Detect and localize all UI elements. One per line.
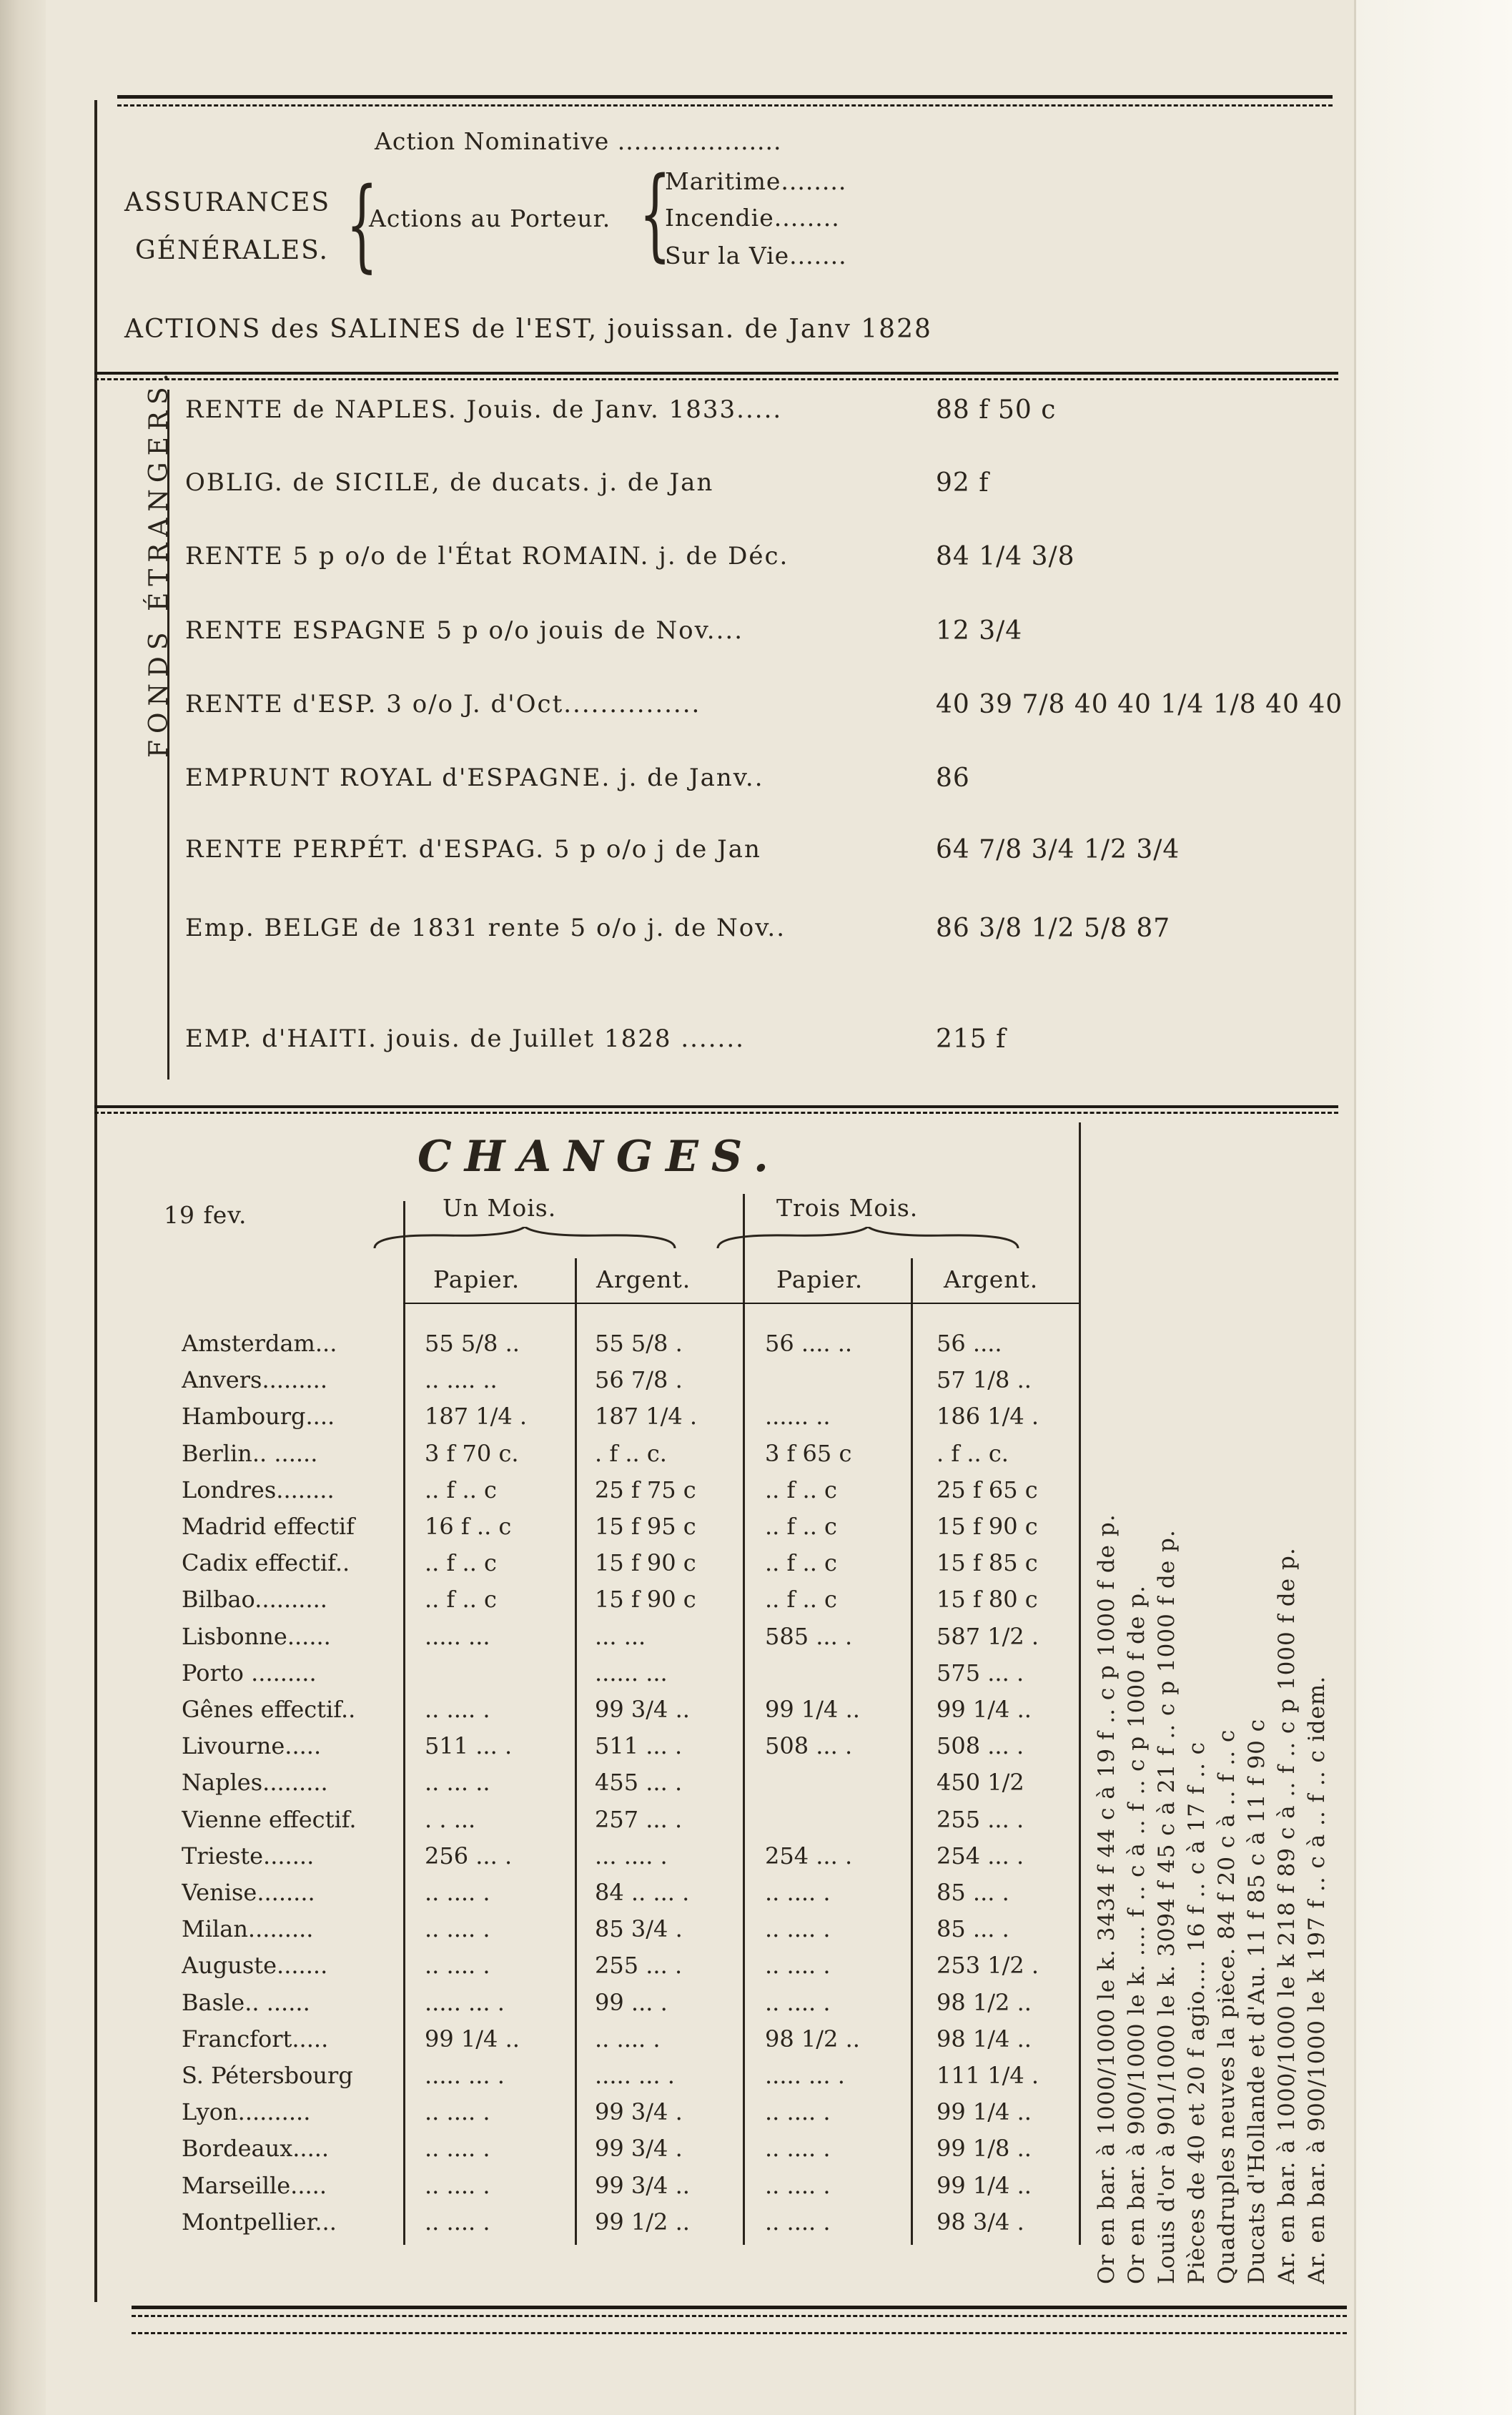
fonds-value-5: 40 39 7/8 40 40 1/4 1/8 40 40	[936, 690, 1343, 719]
fonds-label-6: EMPRUNT ROYAL d'ESPAGNE. j. de Janv..	[185, 764, 764, 792]
papier-un-mois-cell: ..... ...	[425, 1622, 490, 1650]
argent-trois-mois-cell: 85 ... .	[937, 1879, 1009, 1906]
metal-rate-line: Or en bar. à 1000/1000 le k. 3434 f 44 c à 19 f .. c p 1000 f de p.	[1094, 1513, 1120, 2284]
argent-trois-mois-cell: 186 1/4 .	[937, 1403, 1039, 1431]
argent-trois-mois-cell: 575 ... .	[937, 1659, 1024, 1686]
argent-trois-mois-cell: 56 ....	[937, 1330, 1002, 1357]
metal-rate-line: Ducats d'Hollande et d'Au. 11 f 85 c à 11 f 90 c	[1244, 1718, 1270, 2284]
argent-trois-mois-cell: 255 ... .	[937, 1805, 1024, 1833]
trois-mois-header: Trois Mois.	[776, 1194, 919, 1222]
papier-trois-mois-cell: 508 ... .	[765, 1732, 853, 1760]
fonds-value-1: 88 f 50 c	[936, 395, 1057, 425]
argent-un-mois-cell: 257 ... .	[595, 1805, 683, 1833]
argent-trois-mois-cell: 99 1/4 ..	[937, 2098, 1032, 2126]
table-row	[182, 1915, 1068, 1952]
papier-un-mois-cell: .. .... .	[425, 2171, 490, 2199]
papier-trois-mois-cell: .. .... .	[765, 2208, 831, 2236]
table-row	[182, 1330, 1068, 1366]
argent-un-mois-cell: .. .... .	[595, 2025, 661, 2053]
bottom-rule	[132, 2306, 1347, 2309]
papier-un-mois-cell: .. .... .	[425, 1696, 490, 1723]
papier-trois-mois-cell: .. f .. c	[765, 1586, 837, 1614]
argent-trois-mois-cell: 85 ... .	[937, 1915, 1009, 1943]
metal-rate-line: Pièces de 40 et 20 f agio.... 16 f .. c à 17 f .. c	[1184, 1741, 1210, 2284]
table-row	[182, 2025, 1068, 2062]
argent-un-mois-cell: 15 f 95 c	[595, 1513, 696, 1540]
un-mois-brace	[375, 1227, 675, 1248]
argent-un-mois-cell: 15 f 90 c	[595, 1586, 696, 1614]
papier-un-mois-cell: .. f .. c	[425, 1549, 497, 1577]
fonds-value-6: 86	[936, 764, 970, 793]
sur-la-vie: Sur la Vie.......	[665, 242, 847, 270]
city-cell: Berlin.. ......	[182, 1439, 318, 1467]
un-mois-header: Un Mois.	[443, 1194, 557, 1222]
metal-rate-line: Quadruples neuves la pièce. 84 f 20 c à .. f .. c	[1214, 1729, 1240, 2284]
top-rule	[117, 95, 1333, 99]
fonds-value-2: 92 f	[936, 468, 989, 498]
table-row	[182, 2172, 1068, 2208]
fonds-label-7: RENTE PERPÉT. d'ESPAG. 5 p o/o j de Jan	[185, 835, 761, 864]
argent-un-mois-cell: . f .. c.	[595, 1439, 667, 1467]
city-cell: Auguste.......	[182, 1952, 328, 1980]
changes-top-rule	[94, 1105, 1338, 1108]
changes-title: CHANGES.	[417, 1132, 781, 1182]
table-row	[182, 1842, 1068, 1879]
papier-trois-mois-cell: .. f .. c	[765, 1513, 837, 1540]
papier-un-mois-cell: . . ...	[425, 1805, 476, 1833]
fonds-label-text: FONDS ÉTRANGERS.	[144, 367, 174, 758]
papier-trois-mois-cell: .. .... .	[765, 2171, 831, 2199]
papier-trois-mois-cell: .. .... .	[765, 1988, 831, 2016]
city-cell: Marseille.....	[182, 2171, 327, 2199]
argent-un-mois-cell: 84 .. ... .	[595, 1879, 690, 1906]
argent-un-mois-cell: 99 3/4 ..	[595, 1696, 690, 1723]
book-binding	[0, 0, 47, 2415]
city-cell: Porto .........	[182, 1659, 317, 1686]
argent-un-mois-cell: 511 ... .	[595, 1732, 683, 1760]
argent-header-1: Argent.	[596, 1265, 691, 1293]
papier-trois-mois-cell: .. f .. c	[765, 1476, 837, 1503]
argent-trois-mois-cell: 253 1/2 .	[937, 1952, 1039, 1980]
table-row	[182, 2135, 1068, 2171]
col-rule-5	[1079, 1122, 1081, 2245]
left-border	[94, 100, 97, 2302]
argent-un-mois-cell: ... .... .	[595, 1842, 668, 1870]
table-row	[182, 1586, 1068, 1622]
table-row	[182, 1366, 1068, 1403]
city-cell: Francfort.....	[182, 2025, 329, 2053]
argent-trois-mois-cell: 98 1/2 ..	[937, 1988, 1032, 2016]
papier-un-mois-cell: 256 ... .	[425, 1842, 513, 1870]
top-rule-dashed	[117, 104, 1333, 107]
papier-trois-mois-cell: 56 .... ..	[765, 1330, 853, 1357]
argent-trois-mois-cell: . f .. c.	[937, 1439, 1009, 1467]
table-row	[182, 2208, 1068, 2245]
page	[46, 0, 1354, 2415]
city-cell: Lyon..........	[182, 2098, 311, 2126]
salines-line: ACTIONS des SALINES de l'EST, jouissan. de Janv 1828	[124, 315, 932, 344]
argent-trois-mois-cell: 15 f 90 c	[937, 1513, 1038, 1540]
papier-trois-mois-cell: .. .... .	[765, 1952, 831, 1980]
table-row	[182, 1623, 1068, 1659]
table-row	[182, 1732, 1068, 1769]
argent-trois-mois-cell: 15 f 80 c	[937, 1586, 1038, 1614]
city-cell: Trieste.......	[182, 1842, 315, 1870]
fonds-label-1: RENTE de NAPLES. Jouis. de Janv. 1833.....	[185, 395, 783, 424]
papier-un-mois-cell: 3 f 70 c.	[425, 1439, 519, 1467]
brace-left: {	[346, 167, 378, 283]
fonds-label-4: RENTE ESPAGNE 5 p o/o jouis de Nov....	[185, 616, 744, 645]
city-cell: Amsterdam...	[182, 1330, 337, 1357]
papier-un-mois-cell: 187 1/4 .	[425, 1403, 528, 1431]
city-cell: Madrid effectif	[182, 1513, 355, 1540]
argent-un-mois-cell: 56 7/8 .	[595, 1366, 683, 1394]
papier-un-mois-cell: .. .... ..	[425, 1366, 498, 1394]
papier-un-mois-cell: .. f .. c	[425, 1476, 497, 1503]
metal-rate-line: Ar. en bar. à 900/1000 le k 197 f .. c à .. f .. c idem.	[1304, 1675, 1330, 2284]
fonds-label-9: EMP. d'HAITI. jouis. de Juillet 1828 .......	[185, 1024, 745, 1053]
fonds-value-3: 84 1/4 3/8	[936, 542, 1075, 571]
argent-trois-mois-cell: 98 3/4 .	[937, 2208, 1024, 2236]
fonds-label-5: RENTE d'ESP. 3 o/o J. d'Oct...............	[185, 690, 701, 718]
argent-trois-mois-cell: 15 f 85 c	[937, 1549, 1038, 1577]
next-page-edge	[1354, 0, 1512, 2415]
metal-rate-line: Or en bar. à 900/1000 le k. .... f .. c à .. f .. c p 1000 f de p.	[1124, 1585, 1150, 2284]
papier-un-mois-cell: .. .... .	[425, 1952, 490, 1980]
changes-top-rule-dashed	[94, 1112, 1338, 1114]
fonds-label-2: OBLIG. de SICILE, de ducats. j. de Jan	[185, 468, 714, 497]
city-cell: S. Pétersbourg	[182, 2062, 353, 2089]
table-row	[182, 1403, 1068, 1439]
metal-rate-line: Louis d'or à 901/1000 le k. 3094 f 45 c à 21 f .. c p 1000 f de p.	[1154, 1529, 1180, 2284]
argent-trois-mois-cell: 99 1/4 ..	[937, 1696, 1032, 1723]
city-cell: Lisbonne......	[182, 1622, 331, 1650]
city-cell: Naples.........	[182, 1769, 328, 1797]
table-row	[182, 1989, 1068, 2025]
papier-trois-mois-cell: 3 f 65 c	[765, 1439, 852, 1467]
argent-un-mois-cell: 15 f 90 c	[595, 1549, 696, 1577]
fonds-label-8: Emp. BELGE de 1831 rente 5 o/o j. de Nov..	[185, 914, 786, 942]
papier-un-mois-cell: 511 ... .	[425, 1732, 513, 1760]
papier-un-mois-cell: .. .... .	[425, 2135, 490, 2163]
bottom-rule-dashed-2	[132, 2332, 1347, 2334]
table-row	[182, 1879, 1068, 1915]
papier-un-mois-cell: .. .... .	[425, 2098, 490, 2126]
papier-trois-mois-cell: 254 ... .	[765, 1842, 853, 1870]
assurances-title: ASSURANCES	[124, 188, 331, 217]
papier-trois-mois-cell: .. .... .	[765, 1915, 831, 1943]
argent-header-2: Argent.	[944, 1265, 1039, 1293]
argent-un-mois-cell: 99 ... .	[595, 1988, 668, 2016]
incendie: Incendie........	[665, 204, 840, 232]
argent-trois-mois-cell: 111 1/4 .	[937, 2062, 1039, 2089]
table-row	[182, 1549, 1068, 1586]
papier-un-mois-cell: ..... ... .	[425, 2062, 505, 2089]
papier-trois-mois-cell: .. f .. c	[765, 1549, 837, 1577]
argent-trois-mois-cell: 98 1/4 ..	[937, 2025, 1032, 2053]
city-cell: Bilbao..........	[182, 1586, 327, 1614]
fonds-top-rule-dashed	[94, 378, 1338, 380]
fonds-top-rule	[94, 372, 1338, 375]
table-row	[182, 2098, 1068, 2135]
city-cell: Vienne effectif.	[182, 1805, 357, 1833]
fonds-vertical-label	[144, 367, 174, 758]
argent-un-mois-cell: 99 3/4 .	[595, 2135, 683, 2163]
city-cell: Venise........	[182, 1879, 315, 1906]
argent-trois-mois-cell: 99 1/8 ..	[937, 2135, 1032, 2163]
papier-trois-mois-cell: .. .... .	[765, 2135, 831, 2163]
papier-trois-mois-cell: 98 1/2 ..	[765, 2025, 860, 2053]
table-row	[182, 2062, 1068, 2098]
argent-un-mois-cell: 25 f 75 c	[595, 1476, 696, 1503]
header-braces	[360, 1227, 1047, 1255]
argent-un-mois-cell: 99 3/4 ..	[595, 2171, 690, 2199]
changes-date: 19 fev.	[164, 1201, 247, 1229]
papier-un-mois-cell: 55 5/8 ..	[425, 1330, 520, 1357]
metal-rate-line: Ar. en bar. à 1000/1000 le k 218 f 89 c à .. f .. c p 1000 f de p.	[1274, 1547, 1300, 2284]
fonds-value-8: 86 3/8 1/2 5/8 87	[936, 914, 1171, 943]
argent-un-mois-cell: ..... ... .	[595, 2062, 675, 2089]
generales-title: GÉNÉRALES.	[135, 236, 329, 265]
city-cell: Basle.. ......	[182, 1988, 310, 2016]
argent-trois-mois-cell: 57 1/8 ..	[937, 1366, 1032, 1394]
city-cell: Milan.........	[182, 1915, 314, 1943]
city-cell: Anvers.........	[182, 1366, 327, 1394]
city-cell: Hambourg....	[182, 1403, 335, 1431]
argent-un-mois-cell: 99 3/4 .	[595, 2098, 683, 2126]
argent-un-mois-cell: 187 1/4 .	[595, 1403, 698, 1431]
argent-trois-mois-cell: 508 ... .	[937, 1732, 1024, 1760]
papier-trois-mois-cell: .. .... .	[765, 2098, 831, 2126]
city-cell: Bordeaux.....	[182, 2135, 330, 2163]
argent-un-mois-cell: ...... ...	[595, 1659, 668, 1686]
city-cell: Montpellier...	[182, 2208, 337, 2236]
city-cell: Cadix effectif..	[182, 1549, 350, 1577]
fonds-value-9: 215 f	[936, 1024, 1007, 1054]
papier-un-mois-cell: .. ... ..	[425, 1769, 490, 1797]
papier-un-mois-cell: .. .... .	[425, 1879, 490, 1906]
table-row	[182, 1440, 1068, 1476]
argent-trois-mois-cell: 25 f 65 c	[937, 1476, 1038, 1503]
maritime: Maritime........	[665, 167, 847, 195]
papier-un-mois-cell: ..... ... .	[425, 1988, 505, 2016]
fonds-value-7: 64 7/8 3/4 1/2 3/4	[936, 835, 1180, 864]
papier-un-mois-cell: .. f .. c	[425, 1586, 497, 1614]
papier-trois-mois-cell: ..... ... .	[765, 2062, 845, 2089]
papier-trois-mois-cell: ...... ..	[765, 1403, 831, 1431]
argent-trois-mois-cell: 587 1/2 .	[937, 1622, 1039, 1650]
argent-un-mois-cell: 455 ... .	[595, 1769, 683, 1797]
table-row	[182, 1806, 1068, 1842]
papier-trois-mois-cell: 585 ... .	[765, 1622, 853, 1650]
papier-header-2: Papier.	[776, 1265, 864, 1293]
argent-trois-mois-cell: 254 ... .	[937, 1842, 1024, 1870]
papier-trois-mois-cell: 99 1/4 ..	[765, 1696, 860, 1723]
papier-trois-mois-cell: .. .... .	[765, 1879, 831, 1906]
papier-header-1: Papier.	[433, 1265, 520, 1293]
argent-un-mois-cell: ... ...	[595, 1622, 646, 1650]
brace-right: {	[639, 156, 671, 272]
argent-un-mois-cell: 255 ... .	[595, 1952, 683, 1980]
action-nominative: Action Nominative ....................	[375, 127, 782, 155]
actions-porteur: Actions au Porteur.	[369, 204, 611, 232]
city-cell: Livourne.....	[182, 1732, 322, 1760]
header-underline	[403, 1303, 1079, 1304]
argent-un-mois-cell: 85 3/4 .	[595, 1915, 683, 1943]
fonds-label-3: RENTE 5 p o/o de l'État ROMAIN. j. de Déc.	[185, 542, 789, 571]
table-row	[182, 1513, 1068, 1549]
papier-un-mois-cell: .. .... .	[425, 2208, 490, 2236]
table-row	[182, 1769, 1068, 1805]
argent-un-mois-cell: 55 5/8 .	[595, 1330, 683, 1357]
papier-un-mois-cell: .. .... .	[425, 1915, 490, 1943]
trois-mois-brace	[718, 1227, 1018, 1248]
table-row	[182, 1476, 1068, 1513]
table-row	[182, 1659, 1068, 1696]
argent-un-mois-cell: 99 1/2 ..	[595, 2208, 690, 2236]
city-cell: Londres........	[182, 1476, 335, 1503]
fonds-value-4: 12 3/4	[936, 616, 1023, 646]
table-row	[182, 1696, 1068, 1732]
papier-un-mois-cell: 99 1/4 ..	[425, 2025, 520, 2053]
bottom-rule-dashed	[132, 2315, 1347, 2317]
table-row	[182, 1952, 1068, 1988]
papier-un-mois-cell: 16 f .. c	[425, 1513, 512, 1540]
city-cell: Gênes effectif..	[182, 1696, 356, 1723]
argent-trois-mois-cell: 99 1/4 ..	[937, 2171, 1032, 2199]
argent-trois-mois-cell: 450 1/2	[937, 1769, 1024, 1797]
